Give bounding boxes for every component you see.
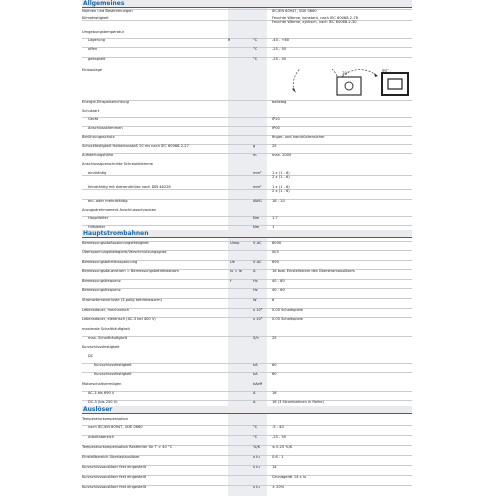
label: Anzugsdrehmoment Anschlussschrauben: [82, 208, 157, 212]
symbol: Ue: [230, 260, 235, 264]
label: Schutzart: [82, 109, 100, 113]
label: eindrähtig: [88, 171, 107, 175]
value: 1 x (1 - 6): [272, 171, 290, 175]
value: 6000: [272, 241, 282, 245]
row-climate-2: [82, 20, 412, 24]
unit: x Iu: [253, 455, 260, 459]
label: Kurzschlussfestigkeit: [82, 345, 120, 349]
value: 0.05 Schaltspiele: [272, 317, 303, 321]
value: 25: [272, 144, 277, 148]
label: Motorschaltvermögen: [82, 382, 122, 386]
value: 1: [272, 225, 275, 229]
unit: x Iu: [253, 465, 260, 469]
section-header-general: [82, 0, 412, 8]
row-temp-comp-std: [82, 425, 412, 429]
row-adjust-range: [82, 455, 412, 459]
label: Arbeitsbereich: [88, 435, 115, 439]
unit: mm²: [253, 185, 262, 189]
unit: AWG: [253, 199, 262, 203]
svg-text:90°: 90°: [382, 69, 390, 73]
label: Berührungsschutz: [82, 135, 115, 139]
value: 60: [272, 363, 277, 367]
unit: g: [253, 144, 256, 148]
svg-text:30°: 30°: [342, 71, 350, 76]
row-touch: [82, 135, 412, 139]
value: Feuchte Wärme, zyklisch, nach IEC 60068-2-30: [272, 20, 357, 24]
label: Anschlussklemmen: [88, 126, 123, 130]
label: feindrähtig mit Aderendhülse nach DIN 46228: [88, 185, 171, 189]
unit: °C: [253, 425, 258, 429]
symbol: Iu = Ie: [230, 269, 242, 273]
value: 1.7: [272, 216, 278, 220]
symbol: f: [230, 279, 232, 283]
value: finger- und handrückensicher: [272, 135, 325, 139]
label: Bemessungsstoßspannungsfestigkeit: [82, 241, 149, 245]
row-solid-2: [82, 175, 412, 179]
label: Gerät: [88, 117, 99, 121]
unit: mm²: [253, 171, 262, 175]
row-flexible-2: [82, 189, 412, 193]
label: Einstellbereich Überlastauslöser: [82, 455, 140, 459]
row-frequency-2: [82, 288, 412, 292]
value: 14: [272, 465, 277, 469]
row-max-operations: [82, 336, 412, 340]
row-aux-conductor: [82, 225, 412, 229]
label: ein- oder mehrdrähtig: [88, 199, 128, 203]
value: III/3: [272, 250, 279, 254]
row-open: [82, 47, 412, 51]
row-device: [82, 117, 412, 121]
label: Kurzschlussauslöser fest eingestellt: [82, 475, 146, 479]
label: Bemessungsfrequenz: [82, 288, 121, 292]
label: nach IEC/EN 60947, VDE 0660: [88, 425, 143, 429]
row-shock: [82, 144, 412, 148]
label: Energie-Einspeiserichtung: [82, 100, 129, 104]
row-main-conductor: [82, 216, 412, 220]
row-sc-fuse: [82, 363, 412, 367]
row-heat-loss: [82, 298, 412, 302]
label: gekapselt: [88, 57, 106, 61]
unit: A: [253, 400, 256, 404]
unit: V AC: [253, 241, 262, 245]
label: Klimafestigkeit: [82, 16, 109, 20]
value: 60: [272, 372, 277, 376]
label: AC-3 bis 690 V: [88, 391, 115, 395]
label: Bemessungsdauerstrom = Bemessungsbetriebsstrom: [82, 269, 179, 273]
unit: A: [253, 391, 256, 395]
unit: x Iu: [253, 485, 260, 489]
row-tolerance: [82, 485, 412, 489]
unit: m: [253, 153, 257, 157]
label: Schockfestigkeit Halbsinusstoß 10 ms nach IEC 60068-2-27: [82, 144, 189, 148]
section-title: Allgemeines: [83, 0, 125, 7]
value: ≤ 0.25 %/K: [272, 445, 293, 449]
row-rated-current: [82, 269, 412, 273]
row-rated-impulse: [82, 241, 412, 245]
label: Anschlussquerschnitte Schraubklemme: [82, 162, 153, 166]
value: -25 - 40: [272, 57, 287, 61]
unit: Hz: [253, 288, 258, 292]
mounting-position-diagram: [282, 69, 412, 99]
unit: kAeff: [253, 382, 263, 386]
label: offen: [88, 47, 98, 51]
value: Feuchte Wärme, konstant, nach IEC 60068-2-78: [272, 16, 358, 20]
unit: V AC: [253, 260, 262, 264]
row-altitude: [82, 153, 412, 157]
section-header-main-contacts: [82, 230, 412, 238]
unit-column-shading: [228, 0, 267, 496]
unit: kA: [253, 363, 258, 367]
row-dc5: [82, 400, 412, 404]
unit: Hz: [253, 279, 258, 283]
label: DC: [88, 354, 94, 358]
unit: °C: [253, 57, 258, 61]
value: 18 - 10: [272, 199, 285, 203]
value: 0.6 - 1: [272, 455, 284, 459]
row-frequency: [82, 279, 412, 283]
row-awg: [82, 199, 412, 203]
row-work-range: [82, 435, 412, 439]
unit: S/h: [253, 336, 259, 340]
section-header-trip: [82, 406, 412, 414]
label: Normen und Bestimmungen: [82, 9, 133, 13]
label: Hauptleiter: [88, 216, 109, 220]
value: 16: [272, 391, 277, 395]
label: Überspannungskategorie/Verschmutzungsgrad: [82, 250, 167, 254]
row-short-trip: [82, 465, 412, 469]
row-storage: [82, 38, 412, 42]
unit: A: [253, 269, 256, 273]
value: 0.05 Schaltspiele: [272, 308, 303, 312]
value: ± 20%: [272, 485, 285, 489]
value: 2 x (1 - 6): [272, 189, 290, 193]
value: 1 x (1 - 6): [272, 185, 290, 189]
value: -5 - 40: [272, 425, 284, 429]
row-terminals: [82, 126, 412, 130]
label: Umgebungstemperatur: [82, 30, 125, 34]
row-enclosed: [82, 57, 412, 61]
symbol: Uimp: [230, 241, 240, 245]
value: -25 - 55: [272, 47, 287, 51]
label: Einbaulage: [82, 68, 103, 72]
label: Temperaturkompensation: [82, 417, 129, 421]
value: 6: [272, 298, 275, 302]
value: 40 - 60: [272, 288, 285, 292]
label: max. Schalthäufigkeit: [88, 336, 128, 340]
value: IP00: [272, 126, 280, 130]
value: 2 x (1 - 6): [272, 175, 290, 179]
value: 40 - 60: [272, 279, 285, 283]
value: beliebig: [272, 100, 287, 104]
label: Lebensdauer, elektrisch (AC-3 bei 400 V): [82, 317, 156, 321]
unit: °C: [253, 47, 258, 51]
label: Lebensdauer, mechanisch: [82, 308, 130, 312]
datasheet: [82, 0, 412, 496]
row-short-trip-fixed: [82, 475, 412, 479]
section-title: Auslöser: [83, 406, 113, 413]
label: Stromwärmeverluste (3-polig betriebswarm): [82, 298, 162, 302]
unit: kA: [253, 372, 258, 376]
row-standards: [82, 9, 412, 13]
label: Hilfsleiter: [88, 225, 106, 229]
section-title: Hauptstrombahnen: [83, 230, 149, 237]
value: IP20: [272, 117, 280, 121]
value: 16 bzw. Einstellstrom des Überstromauslösers: [272, 269, 355, 273]
row-ac3: [82, 391, 412, 395]
value: 16 (3 Strombahnen in Reihe): [272, 400, 324, 404]
row-temp-error: [82, 445, 412, 449]
label: Kurzschlussauslöser fest eingestellt: [82, 465, 146, 469]
unit: Nm: [253, 225, 260, 229]
row-mech-life: [82, 308, 412, 312]
unit: x 10⁶: [253, 317, 263, 321]
label: Aufstellungshöhe: [82, 153, 114, 157]
value: Grundgerät 14 x Iu: [272, 475, 307, 479]
label: Bemessungsfrequenz: [82, 279, 121, 283]
unit: x 10⁶: [253, 308, 263, 312]
label: Temperaturkompensation Restfehler für T > 40 °C: [82, 445, 173, 449]
label: Kurzschlussfestigkeit: [94, 372, 132, 376]
row-overvoltage: [82, 250, 412, 254]
label: maximale Schalthäufigkeit: [82, 327, 130, 331]
value: 25: [272, 336, 277, 340]
unit: %/K: [253, 445, 260, 449]
value: IEC/EN 60947, VDE 0660: [272, 9, 317, 13]
row-sc-fuse-2: [82, 372, 412, 376]
unit: Nm: [253, 216, 260, 220]
row-feed-direction: [82, 100, 412, 104]
row-rated-voltage: [82, 260, 412, 264]
value: max. 2000: [272, 153, 292, 157]
unit: W: [253, 298, 257, 302]
label: Lagerung: [88, 38, 106, 42]
symbol: θ: [228, 38, 231, 42]
label: Bemessungsbetriebsspannung: [82, 260, 138, 264]
value: -25 - 55: [272, 435, 287, 439]
label: Kurzschlussfestigkeit: [94, 363, 132, 367]
value: -40 - +80: [272, 38, 290, 42]
row-elec-life: [82, 317, 412, 321]
label: DC-5 (bis 250 V): [88, 400, 118, 404]
value: 690: [272, 260, 279, 264]
label: Kurzschlussauslöser fest eingestellt: [82, 485, 146, 489]
unit: °C: [253, 38, 258, 42]
unit: °C: [253, 435, 258, 439]
